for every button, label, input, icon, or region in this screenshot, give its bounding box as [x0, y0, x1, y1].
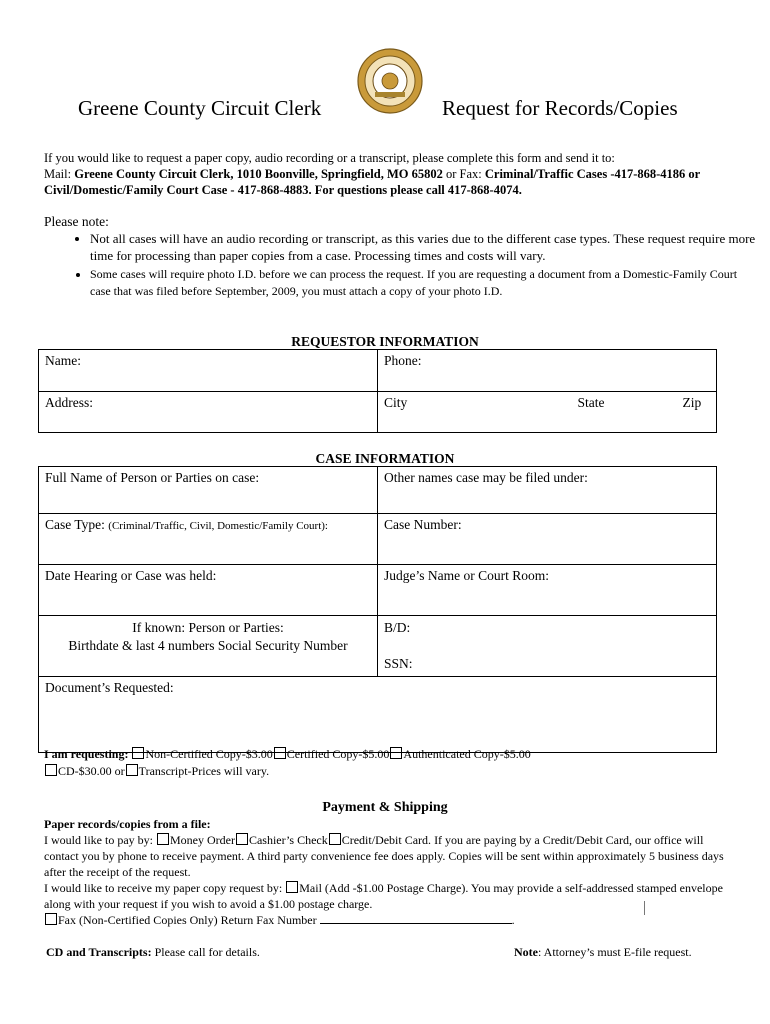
authenticated-label: Authenticated Copy-$5.00 — [403, 747, 531, 761]
receive-label: I would like to receive my paper copy request by: — [44, 881, 286, 895]
period: . — [511, 913, 515, 927]
bd-ssn-field[interactable] — [378, 616, 717, 677]
judge-field[interactable] — [378, 565, 717, 616]
cashiers-check-label: Cashier’s Check — [248, 833, 328, 847]
notes-list — [44, 231, 760, 301]
mail-option-label: Mail (Add -$1.00 Postage Charge). You may provide a self-addressed stamped envelope along with your request if you wish to avoid a $1.00 postage charge. — [44, 881, 723, 911]
transcript-label: Transcript-Prices will vary. — [138, 764, 270, 778]
fax-option-label: Fax (Non-Certified Copies Only) Return Fax Number — [58, 913, 317, 927]
request-options — [44, 746, 531, 780]
birthdate-label: Birthdate & last 4 numbers Social Security Number — [68, 638, 348, 653]
other-names-label: Other names case may be filed under: — [384, 470, 588, 485]
documents-label: Document’s Requested: — [45, 680, 174, 695]
please-note-title: Please note: — [44, 214, 109, 229]
credit-card-label: Credit/Debit Card. — [341, 833, 432, 847]
text-cursor-mark — [644, 901, 645, 915]
address-field[interactable] — [39, 392, 378, 433]
fax-number-line[interactable] — [320, 914, 512, 924]
name-label: Name: — [45, 353, 81, 368]
full-name-label: Full Name of Person or Parties on case: — [45, 470, 260, 485]
requesting-label: I am requesting: — [44, 747, 132, 761]
name-field[interactable] — [39, 350, 378, 392]
if-known-label: If known: Person or Parties: — [132, 620, 284, 635]
note-item: • Some cases will require photo I.D. before we can process the request. If you are requesting a document from a Domestic-Family Court case that was filed before September, 2009, you must attach a copy of your photo I.D. — [90, 266, 760, 299]
attorney-note — [514, 945, 692, 960]
case-table — [38, 466, 717, 753]
intro-paragraph — [44, 150, 734, 198]
case-type-field[interactable] — [39, 514, 378, 565]
non-certified-checkbox[interactable] — [132, 747, 144, 759]
missouri-seal-logo — [357, 48, 423, 114]
date-held-label: Date Hearing or Case was held: — [45, 568, 217, 583]
cd-transcripts-note — [46, 945, 260, 960]
fax-checkbox[interactable] — [45, 913, 57, 925]
case-number-label: Case Number: — [384, 517, 462, 532]
payment-info-text: If you are paying by a Credit/Debit Card, our office will contact you by phone to receive payment. A third party convenience fee does apply. Copies will be sent within approximately 5 business days after the receipt of the request. — [44, 833, 724, 879]
payment-section — [44, 816, 734, 928]
case-number-field[interactable] — [378, 514, 717, 565]
non-certified-label: Non-Certified Copy-$3.00 — [145, 747, 273, 761]
party-identity-cell — [39, 616, 378, 677]
requestor-section-title: REQUESTOR INFORMATION — [291, 334, 479, 349]
documents-requested-field[interactable] — [39, 677, 717, 753]
judge-label: Judge’s Name or Court Room: — [384, 568, 549, 583]
full-name-field[interactable] — [39, 467, 378, 514]
note-text: : Attorney’s must E-file request. — [538, 945, 692, 959]
city-label: City — [384, 395, 408, 410]
fax-info: Criminal/Traffic Cases -417-868-4186 or Civil/Domestic/Family Court Case - 417-868-4883. For questions please call 417-868-4074. — [44, 167, 700, 197]
credit-card-checkbox[interactable] — [329, 833, 341, 845]
certified-label: Certified Copy-$5.00 — [286, 747, 390, 761]
mail-address: Greene County Circuit Clerk, 1010 Boonville, Springfield, MO 65802 — [74, 167, 443, 181]
or-fax-text: or Fax: — [442, 167, 485, 181]
transcript-checkbox[interactable] — [126, 764, 138, 776]
bd-label: B/D: — [384, 620, 411, 635]
mail-label: Mail: — [44, 167, 75, 181]
cashiers-check-checkbox[interactable] — [236, 833, 248, 845]
zip-label: Zip — [682, 395, 702, 410]
clerk-title: Greene County Circuit Clerk — [78, 96, 322, 120]
case-type-hint: (Criminal/Traffic, Civil, Domestic/Family Court): — [108, 520, 328, 532]
mail-checkbox[interactable] — [286, 881, 298, 893]
intro-line: If you would like to request a paper copy, audio recording or a transcript, please complete this form and send it to: — [44, 151, 615, 165]
payment-title: Payment & Shipping — [322, 800, 448, 815]
date-held-field[interactable] — [39, 565, 378, 616]
note-label: Note — [514, 945, 538, 959]
money-order-checkbox[interactable] — [157, 833, 169, 845]
cd-transcripts-label: CD and Transcripts: — [46, 945, 152, 959]
payment-subtitle: Paper records/copies from a file: — [44, 817, 211, 831]
case-type-label: Case Type: — [45, 517, 109, 532]
ssn-label: SSN: — [384, 656, 413, 671]
city-state-zip-field[interactable] — [378, 392, 717, 433]
cd-transcripts-text: Please call for details. — [151, 945, 260, 959]
note-item: • Not all cases will have an audio recording or transcript, as this varies due to the different case types. These request require more time for processing than paper copies from a case. Processing times and costs will vary. — [90, 231, 760, 264]
state-label: State — [577, 395, 605, 410]
case-section-title: CASE INFORMATION — [315, 451, 455, 466]
certified-checkbox[interactable] — [274, 747, 286, 759]
form-title: Request for Records/Copies — [442, 96, 678, 120]
money-order-label: Money Order — [169, 833, 235, 847]
other-names-field[interactable] — [378, 467, 717, 514]
pay-by-label: I would like to pay by: — [44, 833, 156, 847]
address-label: Address: — [45, 395, 93, 410]
cd-label: CD-$30.00 or — [58, 764, 125, 778]
authenticated-checkbox[interactable] — [390, 747, 402, 759]
phone-field[interactable] — [378, 350, 717, 392]
cd-checkbox[interactable] — [45, 764, 57, 776]
phone-label: Phone: — [384, 353, 422, 368]
requestor-table — [38, 349, 717, 433]
